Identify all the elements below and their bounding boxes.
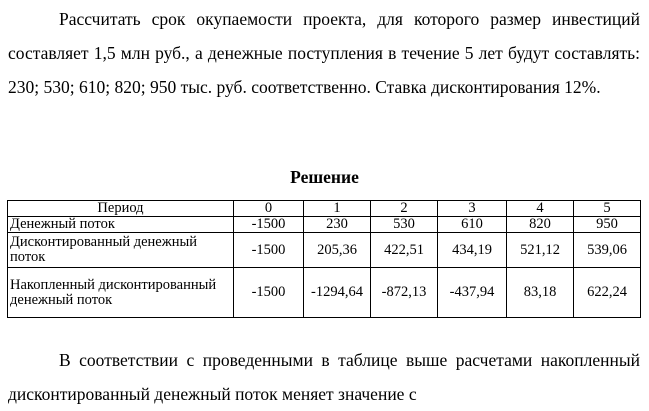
table-cell: 422,51 (371, 233, 438, 268)
conclusion-text: В соответствии с проведенными в таблице выше расчетами накопленный дисконтированный денежный поток меняет значение с (8, 350, 640, 404)
table-row (8, 268, 641, 318)
calculation-table (7, 200, 641, 318)
period-3: 3 (438, 201, 507, 217)
table-cell: 530 (371, 217, 438, 233)
table-cell: 820 (507, 217, 574, 233)
table-row (8, 217, 641, 233)
period-0: 0 (234, 201, 304, 217)
table-cell: 521,12 (507, 233, 574, 268)
period-2: 2 (371, 201, 438, 217)
solution-heading: Решение (290, 167, 359, 187)
table-cell: 622,24 (574, 268, 641, 318)
problem-statement: Рассчитать срок окупаемости проекта, для которого размер инвестиций составляет 1,5 млн руб., а денежные поступления в течение 5 лет будут составлять: 230; 530; 610; 820; 950 тыс. руб. соответственно. Ставка дисконтирования 12%. (8, 9, 640, 97)
table-header-row (8, 201, 641, 217)
table-row (8, 233, 641, 268)
table-cell: 205,36 (304, 233, 371, 268)
period-header: Период (8, 201, 234, 217)
row-label-cumulative-discounted-cash-flow: Накопленный дисконтированный денежный поток (8, 268, 234, 318)
period-4: 4 (507, 201, 574, 217)
row-label-discounted-cash-flow: Дисконтированный денежный поток (8, 233, 234, 268)
table-cell: 950 (574, 217, 641, 233)
table-cell: -1294,64 (304, 268, 371, 318)
period-5: 5 (574, 201, 641, 217)
period-1: 1 (304, 201, 371, 217)
table-cell: -1500 (234, 217, 304, 233)
table-cell: 610 (438, 217, 507, 233)
table-cell: 83,18 (507, 268, 574, 318)
row-label-cash-flow: Денежный поток (8, 217, 234, 233)
table-cell: 539,06 (574, 233, 641, 268)
table-cell: 230 (304, 217, 371, 233)
table-cell: -872,13 (371, 268, 438, 318)
table-cell: 434,19 (438, 233, 507, 268)
table-cell: -1500 (234, 233, 304, 268)
table-cell: -437,94 (438, 268, 507, 318)
table-cell: -1500 (234, 268, 304, 318)
